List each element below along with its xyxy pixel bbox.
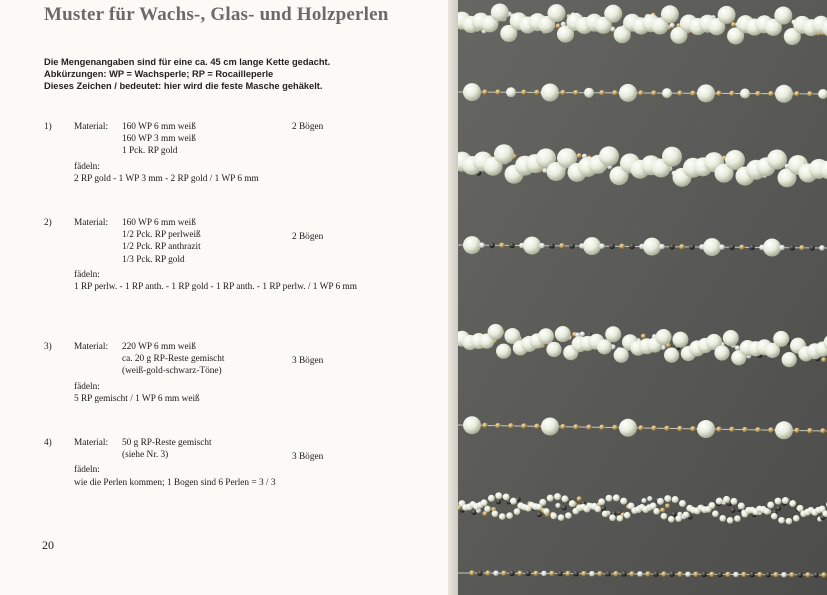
pearl-bead xyxy=(675,515,682,522)
pearl-bead xyxy=(463,83,481,101)
material-item: 1/2 Pck. RP anthrazit xyxy=(122,242,201,253)
pearl-bead xyxy=(597,339,612,354)
pearl-bead xyxy=(614,348,629,363)
gold-seed-bead xyxy=(482,423,488,429)
seed-bead xyxy=(641,498,646,503)
gold-seed-bead xyxy=(690,426,696,432)
gold-seed-bead xyxy=(482,89,488,95)
pearl-bead xyxy=(569,500,576,507)
intro-line-quantities: Die Mengenangaben sind für eine ca. 45 cm lange Kette gedacht. xyxy=(44,57,331,67)
pearl-bead xyxy=(619,419,637,437)
pearl-bead xyxy=(683,511,690,518)
gold-seed-bead xyxy=(755,91,761,97)
pearl-bead xyxy=(763,239,781,257)
pearl-bead xyxy=(550,513,557,520)
material-item: 160 WP 6 mm weiß xyxy=(122,218,196,228)
pearl-bead xyxy=(774,7,792,25)
pearl-bead xyxy=(565,512,572,519)
gold-seed-bead xyxy=(690,90,696,96)
pearl-bead xyxy=(716,498,723,505)
entry-number: 1) xyxy=(44,122,52,132)
gold-seed-bead xyxy=(495,89,501,95)
dark-seed-bead xyxy=(689,244,695,250)
dark-seed-bead xyxy=(477,570,483,576)
dark-seed-bead xyxy=(509,570,515,576)
dark-seed-bead xyxy=(549,243,555,249)
pearl-bead xyxy=(554,493,561,500)
gold-seed-bead xyxy=(677,90,683,96)
gold-seed-bead xyxy=(821,572,827,578)
dark-seed-bead xyxy=(573,571,579,577)
dark-seed-bead xyxy=(569,243,575,249)
small-pearl-bead xyxy=(740,89,750,99)
pearl-bead xyxy=(734,515,741,522)
seed-bead xyxy=(670,23,675,28)
seed-bead xyxy=(647,496,652,501)
pearl-bead xyxy=(523,237,541,255)
material-item: (weiß-gold-schwarz-Töne) xyxy=(122,366,222,377)
pearl-bead xyxy=(503,493,510,500)
dark-seed-bead xyxy=(765,572,771,578)
gold-seed-bead xyxy=(773,572,779,578)
white-seed-bead xyxy=(637,571,643,577)
pearl-bead xyxy=(620,498,627,505)
gold-seed-bead xyxy=(638,90,644,96)
pearl-bead xyxy=(598,498,605,505)
pearl-bead xyxy=(703,238,721,256)
pearl-bead xyxy=(599,146,619,166)
pearl-bead xyxy=(506,512,513,519)
pearl-bead xyxy=(708,502,715,509)
dark-seed-bead xyxy=(717,572,723,578)
white-seed-bead xyxy=(539,243,545,249)
seed-bead xyxy=(561,505,566,510)
gold-seed-bead xyxy=(533,571,539,577)
pearl-bead xyxy=(555,326,571,342)
pearl-bead xyxy=(583,237,601,255)
pearl-bead xyxy=(727,517,734,524)
pearl-bead xyxy=(488,324,504,340)
pearl-bead xyxy=(543,508,550,515)
material-item: 1/3 Pck. RP gold xyxy=(122,254,185,265)
pearl-bead xyxy=(546,342,561,357)
gold-seed-bead xyxy=(521,423,527,429)
pearl-bead xyxy=(561,495,568,502)
dark-seed-bead xyxy=(669,244,675,250)
gold-seed-bead xyxy=(651,425,657,431)
gold-seed-bead xyxy=(534,423,540,429)
gold-seed-bead xyxy=(729,91,735,97)
dark-seed-bead xyxy=(621,571,627,577)
white-seed-bead xyxy=(733,572,739,578)
pattern-entry-3 xyxy=(44,341,364,411)
pearl-bead xyxy=(775,421,793,439)
dark-seed-bead xyxy=(653,571,659,577)
gold-seed-bead xyxy=(693,571,699,577)
pattern-entry-2 xyxy=(44,217,364,312)
dark-seed-bead xyxy=(669,571,675,577)
dark-seed-bead xyxy=(749,572,755,578)
pearl-bead xyxy=(718,6,736,24)
quantity: 2 Bögen xyxy=(292,122,324,132)
dark-seed-bead xyxy=(489,242,495,248)
seed-bead xyxy=(496,499,501,504)
seed-bead xyxy=(555,503,560,508)
gold-seed-bead xyxy=(612,90,618,96)
gold-seed-bead xyxy=(559,243,565,249)
pearl-bead xyxy=(624,512,631,519)
dark-seed-bead xyxy=(629,244,635,250)
seed-bead xyxy=(471,510,476,515)
bead-necklace-photo xyxy=(458,0,827,595)
gold-seed-bead xyxy=(599,90,605,96)
pearl-bead xyxy=(793,515,800,522)
gold-seed-bead xyxy=(560,424,566,430)
material-label: Material: xyxy=(74,438,109,448)
pearl-bead xyxy=(786,518,793,525)
gold-seed-bead xyxy=(597,571,603,577)
material-item: 160 WP 6 mm weiß xyxy=(122,122,196,132)
dark-seed-bead xyxy=(729,244,735,250)
gold-seed-bead xyxy=(755,427,761,433)
gold-seed-bead xyxy=(586,424,592,430)
pearl-bead xyxy=(613,494,620,501)
dark-seed-bead xyxy=(789,245,795,251)
gold-seed-bead xyxy=(573,424,579,430)
pearl-bead xyxy=(672,332,688,348)
material-item: 220 WP 6 mm weiß xyxy=(122,342,196,352)
white-seed-bead xyxy=(819,245,825,251)
gold-seed-bead xyxy=(581,571,587,577)
gold-seed-bead xyxy=(508,423,514,429)
material-list xyxy=(122,121,196,158)
page-number: 20 xyxy=(42,538,54,552)
pearl-bead xyxy=(730,498,737,505)
material-label: Material: xyxy=(74,218,109,228)
gold-seed-bead xyxy=(501,570,507,576)
dark-seed-bead xyxy=(797,572,803,578)
pearl-bead xyxy=(656,329,672,345)
pearl-bead xyxy=(697,420,715,438)
pearl-bead xyxy=(764,508,771,515)
pearl-bead xyxy=(643,238,661,256)
white-seed-bead xyxy=(659,244,665,250)
pearl-bead xyxy=(488,495,495,502)
pearl-bead xyxy=(481,499,488,506)
seed-bead xyxy=(577,496,582,501)
seed-bead xyxy=(537,512,542,517)
gold-seed-bead xyxy=(742,427,748,433)
gold-seed-bead xyxy=(565,571,571,577)
gold-seed-bead xyxy=(709,572,715,578)
pearl-bead xyxy=(604,5,622,23)
white-seed-bead xyxy=(781,572,787,578)
gold-seed-bead xyxy=(716,426,722,432)
pearl-bead xyxy=(547,495,554,502)
threading-pattern: wie die Perlen kommen; 1 Bogen sind 6 Perlen = 3 / 3 xyxy=(74,478,276,488)
pearl-bead xyxy=(539,499,546,506)
gold-seed-bead xyxy=(549,571,555,577)
gold-seed-bead xyxy=(679,244,685,250)
pearl-bead xyxy=(657,498,664,505)
small-pearl-bead xyxy=(662,88,672,98)
pearl-bead xyxy=(782,352,797,367)
pearl-bead xyxy=(789,500,796,507)
gold-seed-bead xyxy=(645,571,651,577)
gold-seed-bead xyxy=(599,425,605,431)
seed-bead xyxy=(660,508,665,513)
threading-pattern: 2 RP gold - 1 WP 3 mm - 2 RP gold / 1 WP 6 mm xyxy=(74,174,259,184)
pearl-bead xyxy=(619,84,637,102)
pearl-bead xyxy=(697,84,715,102)
intro-line-abbreviations: Abkürzungen: WP = Wachsperle; RP = Rocailleperle xyxy=(44,69,274,79)
pearl-bead xyxy=(767,501,774,508)
pearl-bead xyxy=(495,492,502,499)
pearl-bead xyxy=(723,496,730,503)
threading-label: fädeln: xyxy=(74,162,100,172)
seed-bead xyxy=(641,334,646,339)
gold-seed-bead xyxy=(794,428,800,434)
dark-seed-bead xyxy=(605,571,611,577)
bead-photo-illustration xyxy=(458,0,827,595)
entry-number: 2) xyxy=(44,218,52,228)
dark-seed-bead xyxy=(813,572,819,578)
small-pearl-bead xyxy=(506,87,516,97)
material-label: Material: xyxy=(74,342,109,352)
pearl-bead xyxy=(653,508,660,515)
white-seed-bead xyxy=(589,571,595,577)
white-seed-bead xyxy=(779,245,785,251)
pearl-bead xyxy=(541,83,559,101)
gold-seed-bead xyxy=(741,572,747,578)
pearl-bead xyxy=(712,510,719,517)
white-seed-bead xyxy=(719,244,725,250)
pearl-bead xyxy=(771,513,778,520)
pearl-bead xyxy=(672,496,679,503)
gold-seed-bead xyxy=(521,90,527,96)
pearl-bead xyxy=(499,513,506,520)
pearl-bead xyxy=(538,328,554,344)
gold-seed-bead xyxy=(768,91,774,97)
page-title: Muster für Wachs-, Glas- und Holzperlen xyxy=(44,4,389,25)
gold-seed-bead xyxy=(799,245,805,251)
pearl-bead xyxy=(664,347,679,362)
pearl-bead xyxy=(594,506,601,513)
pearl-bead xyxy=(662,147,682,167)
gold-seed-bead xyxy=(820,428,826,434)
gold-seed-bead xyxy=(619,244,625,250)
gold-seed-bead xyxy=(789,572,795,578)
pearl-bead xyxy=(767,150,787,170)
gold-seed-bead xyxy=(560,90,566,96)
threading-label: fädeln: xyxy=(74,465,100,475)
threading-pattern: 5 RP gemischt / 1 WP 6 mm weiß xyxy=(74,394,200,404)
material-item: 160 WP 3 mm weiß xyxy=(122,134,196,145)
gold-seed-bead xyxy=(757,572,763,578)
seed-bead xyxy=(580,332,585,337)
threading-label: fädeln: xyxy=(74,382,100,392)
seed-bead xyxy=(665,503,670,508)
pearl-bead xyxy=(510,498,517,505)
seed-bead xyxy=(577,153,582,158)
gold-seed-bead xyxy=(716,91,722,97)
gold-seed-bead xyxy=(517,571,523,577)
pearl-bead xyxy=(664,495,671,502)
pearl-bead xyxy=(775,498,782,505)
pearl-bead xyxy=(558,514,565,521)
pearl-bead xyxy=(679,500,686,507)
gold-seed-bead xyxy=(495,423,501,429)
material-item: 1 Pck. RP gold xyxy=(122,146,178,157)
dark-seed-bead xyxy=(749,245,755,251)
pattern-entry-4 xyxy=(44,437,364,497)
pearl-bead xyxy=(548,4,566,22)
gold-seed-bead xyxy=(807,91,813,97)
pearl-bead xyxy=(494,144,514,164)
white-seed-bead xyxy=(599,243,605,249)
pearl-bead xyxy=(541,417,559,435)
material-list xyxy=(122,437,212,461)
pearl-bead xyxy=(617,515,624,522)
gold-seed-bead xyxy=(768,427,774,433)
gold-seed-bead xyxy=(677,426,683,432)
quantity: 3 Bögen xyxy=(292,452,324,462)
material-item: ca. 20 g RP-Reste gemischt xyxy=(122,354,225,365)
intro-notes xyxy=(44,56,330,92)
gold-seed-bead xyxy=(573,90,579,96)
gold-seed-bead xyxy=(613,571,619,577)
gold-seed-bead xyxy=(729,427,735,433)
pearl-bead xyxy=(463,236,481,254)
gold-seed-bead xyxy=(612,425,618,431)
small-pearl-bead xyxy=(584,88,594,98)
threading-pattern: 1 RP perlw. - 1 RP anth. - 1 RP gold - 1 RP anth. - 1 RP perlw. / 1 WP 6 mm xyxy=(74,282,357,292)
pearl-bead xyxy=(773,331,789,347)
seed-bead xyxy=(735,345,740,350)
entry-number: 4) xyxy=(44,438,52,448)
gold-seed-bead xyxy=(661,571,667,577)
dark-seed-bead xyxy=(525,571,531,577)
pearl-bead xyxy=(491,3,509,21)
dark-seed-bead xyxy=(701,572,707,578)
gold-seed-bead xyxy=(807,428,813,434)
dark-seed-bead xyxy=(609,243,615,249)
material-item: 1/2 Pck. RP perlweiß xyxy=(122,230,201,241)
gold-seed-bead xyxy=(677,571,683,577)
white-seed-bead xyxy=(479,242,485,248)
dark-seed-bead xyxy=(509,243,515,249)
material-label: Material: xyxy=(74,122,109,132)
threading-label: fädeln: xyxy=(74,270,100,280)
material-item: 50 g RP-Reste gemischt xyxy=(122,438,212,448)
quantity: 3 Bögen xyxy=(292,356,324,366)
seed-bead xyxy=(821,357,826,362)
gold-seed-bead xyxy=(638,425,644,431)
pearl-bead xyxy=(602,511,609,518)
pearl-bead xyxy=(661,5,679,23)
pearl-bead xyxy=(719,515,726,522)
gold-seed-bead xyxy=(739,245,745,251)
pearl-bead xyxy=(463,416,481,434)
intro-line-symbol: Dieses Zeichen / bedeutet: hier wird die feste Masche gehäkelt. xyxy=(44,81,323,91)
gold-seed-bead xyxy=(469,570,475,576)
gold-seed-bead xyxy=(629,571,635,577)
pearl-bead xyxy=(738,502,745,509)
quantity: 2 Bögen xyxy=(292,232,324,242)
pearl-bead xyxy=(496,344,511,359)
gold-seed-bead xyxy=(485,570,491,576)
pearl-bead xyxy=(606,495,613,502)
pearl-bead xyxy=(661,513,668,520)
pearl-bead xyxy=(723,330,739,346)
pearl-bead xyxy=(605,326,621,342)
pearl-bead xyxy=(514,508,521,515)
gold-seed-bead xyxy=(794,91,800,97)
pearl-bead xyxy=(778,517,785,524)
seed-bead xyxy=(601,506,606,511)
pearl-bead xyxy=(714,345,729,360)
pearl-bead xyxy=(725,150,745,170)
gold-seed-bead xyxy=(664,426,670,432)
gold-seed-bead xyxy=(805,572,811,578)
dark-seed-bead xyxy=(809,245,815,251)
pearl-bead xyxy=(609,514,616,521)
gold-seed-bead xyxy=(499,243,505,249)
seed-bead xyxy=(776,506,781,511)
pattern-entry-1 xyxy=(44,121,364,191)
pearl-bead xyxy=(492,510,499,517)
white-seed-bead xyxy=(685,571,691,577)
entry-number: 3) xyxy=(44,342,52,352)
gold-seed-bead xyxy=(534,90,540,96)
book-gutter xyxy=(448,0,458,595)
white-seed-bead xyxy=(493,570,499,576)
gold-seed-bead xyxy=(725,572,731,578)
seed-bead xyxy=(730,508,735,513)
pearl-bead xyxy=(668,516,675,523)
material-list xyxy=(122,341,225,378)
dark-seed-bead xyxy=(557,571,563,577)
pearl-bead xyxy=(782,497,789,504)
white-seed-bead xyxy=(541,571,547,577)
material-list xyxy=(122,217,201,266)
material-item: (siehe Nr. 3) xyxy=(122,450,169,461)
pearl-bead xyxy=(484,506,491,513)
pearl-bead xyxy=(775,85,793,103)
gold-seed-bead xyxy=(651,90,657,96)
